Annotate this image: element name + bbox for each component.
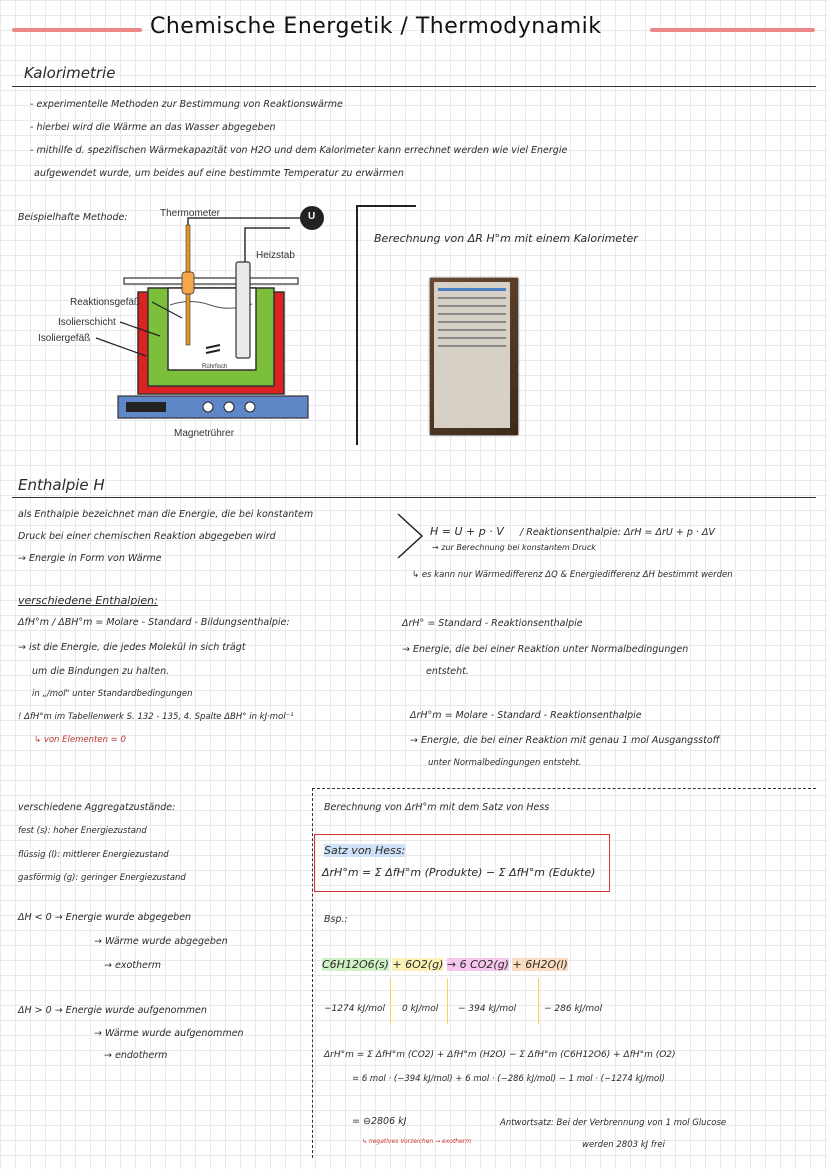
value-o2: 0 kJ/mol — [402, 1004, 439, 1014]
title-line-right — [650, 28, 815, 32]
label-ruehrfisch: Rührfisch — [202, 364, 228, 370]
hess-heading: Berechnung von ΔrH°m mit dem Satz von Hess — [324, 802, 550, 813]
enthalpie-line-2: Druck bei einer chemischen Reaktion abgegeben wird — [18, 531, 276, 542]
vl-5: ! ΔfH°m im Tabellenwerk S. 132 - 135, 4. Spalte ΔBH° in kJ·mol⁻¹ — [18, 712, 294, 722]
kal-bullet-2: - hierbei wird die Wärme an das Wasser abgegeben — [30, 122, 276, 133]
formula-note: → zur Berechnung bei konstantem Druck — [432, 543, 596, 552]
vr-3: entsteht. — [426, 666, 469, 677]
value-glucose: −1274 kJ/mol — [324, 1004, 385, 1014]
vr-2: → Energie, die bei einer Reaktion unter Normalbedingungen — [402, 644, 689, 655]
vr-4: ΔrH°m = Molare - Standard - Reaktionsenthalpie — [410, 710, 642, 721]
formula-reaktion: / Reaktionsenthalpie: ΔrH = ΔrU + p · ΔV — [520, 527, 715, 538]
antwort-2: werden 2803 kJ frei — [582, 1140, 665, 1150]
label-reaktionsgefaess: Reaktionsgefäß — [70, 297, 141, 308]
pos-3: → endotherm — [104, 1050, 168, 1061]
agg-1: fest (s): hoher Energiezustand — [18, 826, 147, 836]
calc-line-1: ΔrH°m = Σ ΔfH°m (CO2) + ΔfH°m (H2O) − Σ ΔfH°m (C6H12O6) + ΔfH°m (O2) — [324, 1050, 676, 1060]
method-label: Beispielhafte Methode: — [18, 212, 128, 223]
hess-box-formula: ΔrH°m = Σ ΔfH°m (Produkte) − Σ ΔfH°m (Edukte) — [322, 866, 596, 879]
verschiedene-heading: verschiedene Enthalpien: — [18, 594, 158, 607]
chevron-right-icon — [396, 512, 426, 560]
kal-bullet-1: - experimentelle Methoden zur Bestimmung von Reaktionswärme — [30, 99, 343, 110]
agg-3: gasförmig (g): geringer Energiezustand — [18, 873, 186, 883]
reaction-equation: C6H12O6(s) + 6O2(g) → 6 CO2(g) + 6H2O(l) — [322, 958, 568, 971]
pos-2: → Wärme wurde aufgenommen — [94, 1028, 244, 1039]
vr-5: → Energie, die bei einer Reaktion mit genau 1 mol Ausgangsstoff — [410, 735, 720, 746]
value-h2o: − 286 kJ/mol — [544, 1004, 603, 1014]
vl-3: um die Bindungen zu halten. — [32, 666, 170, 677]
kal-bullet-4: aufgewendet wurde, um beides auf eine bestimmte Temperatur zu erwärmen — [34, 168, 404, 179]
label-thermometer: Thermometer — [160, 208, 221, 219]
enthalpie-heading: Enthalpie H — [18, 476, 105, 494]
kalorimetrie-rule — [12, 86, 816, 87]
page-title: Chemische Energetik / Thermodynamik — [150, 14, 602, 39]
kalorimetrie-heading: Kalorimetrie — [24, 64, 116, 82]
enthalpie-note2: ↳ es kann nur Wärmedifferenz ΔQ & Energiedifferenz ΔH bestimmt werden — [412, 570, 733, 580]
neg-3: → exotherm — [104, 960, 162, 971]
kal-bullet-3: - mithilfe d. spezifischen Wärmekapazität von H2O und dem Kalorimeter kann errechnet werden wie viel Energie — [30, 145, 568, 156]
calc-line-2: = 6 mol · (−394 kJ/mol) + 6 mol · (−286 kJ/mol) − 1 mol · (−1274 kJ/mol) — [352, 1074, 665, 1084]
antwort-1: Antwortsatz: Bei der Verbrennung von 1 mol Glucose — [500, 1118, 727, 1128]
notebook-photo — [430, 278, 518, 435]
vl-1: ΔfH°m / ΔBH°m = Molare - Standard - Bildungsenthalpie: — [18, 617, 290, 628]
vr-1: ΔrH° = Standard - Reaktionsenthalpie — [402, 618, 583, 629]
hess-dashed-left — [312, 788, 313, 1158]
enthalpie-line-3: → Energie in Form von Wärme — [18, 553, 162, 564]
agg-2: flüssig (l): mittlerer Energiezustand — [18, 850, 169, 860]
calc-result: = ⊖2806 kJ — [352, 1116, 407, 1127]
pos-1: ΔH > 0 → Energie wurde aufgenommen — [18, 1005, 207, 1016]
hess-box — [314, 834, 610, 892]
vl-2: → ist die Energie, die jedes Molekül in sich trägt — [18, 642, 246, 653]
calc-result-note: ↳ negatives Vorzeichen → exotherm — [362, 1138, 472, 1145]
label-isolierschicht: Isolierschicht — [58, 317, 116, 328]
bracket-top — [356, 205, 416, 207]
formula-h: H = U + p · V — [430, 525, 504, 538]
hess-dashed-top — [312, 788, 816, 789]
vr-6: unter Normalbedingungen entsteht. — [428, 758, 582, 768]
neg-2: → Wärme wurde abgegeben — [94, 936, 228, 947]
neg-1: ΔH < 0 → Energie wurde abgegeben — [18, 912, 192, 923]
title-line-left — [12, 28, 142, 32]
label-u: U — [308, 211, 316, 222]
calc-heading: Berechnung von ΔR H°m mit einem Kalorimeter — [374, 232, 638, 245]
enthalpie-line-1: als Enthalpie bezeichnet man die Energie, die bei konstantem — [18, 509, 314, 520]
value-co2: − 394 kJ/mol — [458, 1004, 517, 1014]
enthalpie-rule — [12, 497, 816, 498]
bracket-left — [356, 205, 358, 445]
bsp-label: Bsp.: — [324, 914, 348, 925]
hess-box-title: Satz von Hess: — [324, 844, 406, 857]
heizstab-shape — [236, 262, 250, 358]
label-heizstab: Heizstab — [256, 250, 295, 261]
label-magnetruehrer: Magnetrührer — [174, 428, 235, 439]
vl-4: in „/mol" unter Standardbedingungen — [32, 689, 193, 699]
vl-6: ↳ von Elementen = 0 — [34, 735, 126, 745]
aggregat-heading: verschiedene Aggregatzustände: — [18, 802, 176, 813]
label-isoliergefaess: Isoliergefäß — [38, 333, 91, 344]
